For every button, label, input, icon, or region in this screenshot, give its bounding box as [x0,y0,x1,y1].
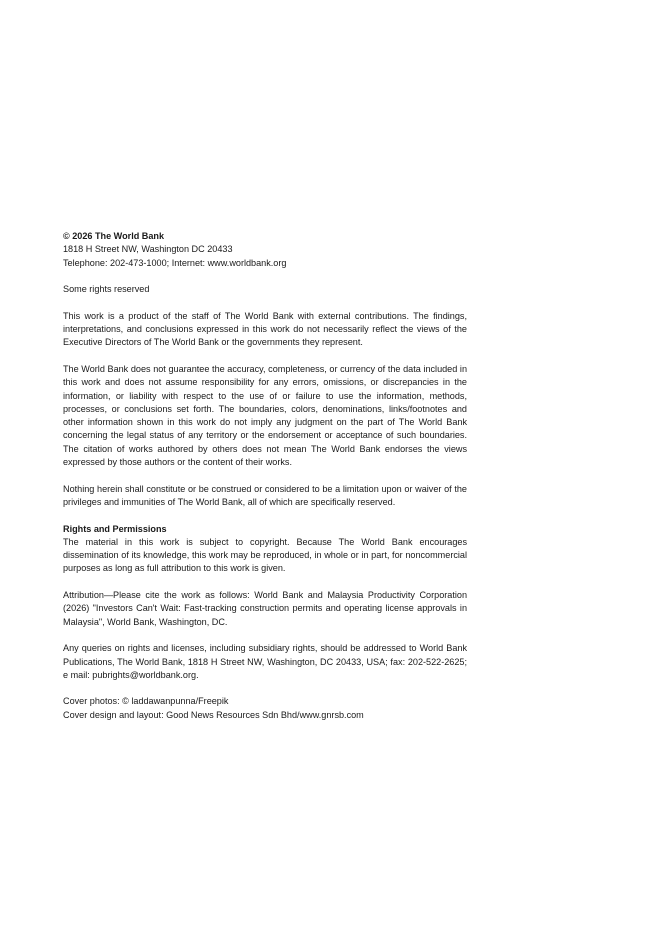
disclaimer-paragraph-3: Nothing herein shall constitute or be construed or considered to be a limitation upon or waiver of the privileges and immunities of The World Bank, all of which are specifically reserved. [63,483,467,507]
rights-permissions-section [63,523,467,576]
queries-paragraph: Any queries on rights and licenses, including subsidiary rights, should be addressed to World Bank Publications, The World Bank, 1818 H Street NW, Washington, DC 20433, USA; fax: 202-522-2625; e mail: pubrights@worldbank.org. [63,643,467,680]
attribution-paragraph: Attribution—Please cite the work as follows: World Bank and Malaysia Productivity Corporation (2026) "Investors Can't Wait: Fast-tracking construction permits and operating license approvals in Malaysia", World Bank, Washington, DC. [63,590,467,627]
disclaimer-paragraph-1: This work is a product of the staff of The World Bank with external contributions. The findings, interpretations, and conclusions expressed in this work do not necessarily reflect the views of the Executive Directors of The World Bank or the governments they represent. [63,310,467,348]
copyright-address: 1818 H Street NW, Washington DC 20433 [63,244,233,255]
copyright-block [63,230,467,270]
copyright-title: © 2026 The World Bank [63,231,165,241]
rights-reserved: Some rights reserved [63,284,150,295]
disclaimer-paragraph-2: The World Bank does not guarantee the accuracy, completeness, or currency of the data included in this work and does not assume responsibility for any errors, omissions, or discrepancies in the information, or liability with respect to the use of or failure to use the information, methods, processes, or conclusions set forth. The boundaries, colors, denominations, links/footnotes and other information shown in this work do not imply any judgment on the part of The World Bank concerning the legal status of any territory or the endorsement or acceptance of such boundaries. The citation of works authored by others does not mean The World Bank endorses the views expressed by those authors or the content of their works. [63,363,467,468]
cover-photos-credit: Cover photos: © laddawanpunna/Freepik [63,696,229,707]
copyright-page [63,230,467,735]
cover-design-credit: Cover design and layout: Good News Resources Sdn Bhd/www.gnrsb.com [63,709,364,720]
copyright-contact: Telephone: 202-473-1000; Internet: www.worldbank.org [63,257,287,268]
credits-block [63,695,467,722]
rights-permissions-heading: Rights and Permissions [63,523,167,534]
rights-permissions-text: The material in this work is subject to copyright. Because The World Bank encourages dissemination of its knowledge, this work may be reproduced, in whole or in part, for noncommercial purposes as long as full attribution to this work is given. [63,536,467,574]
